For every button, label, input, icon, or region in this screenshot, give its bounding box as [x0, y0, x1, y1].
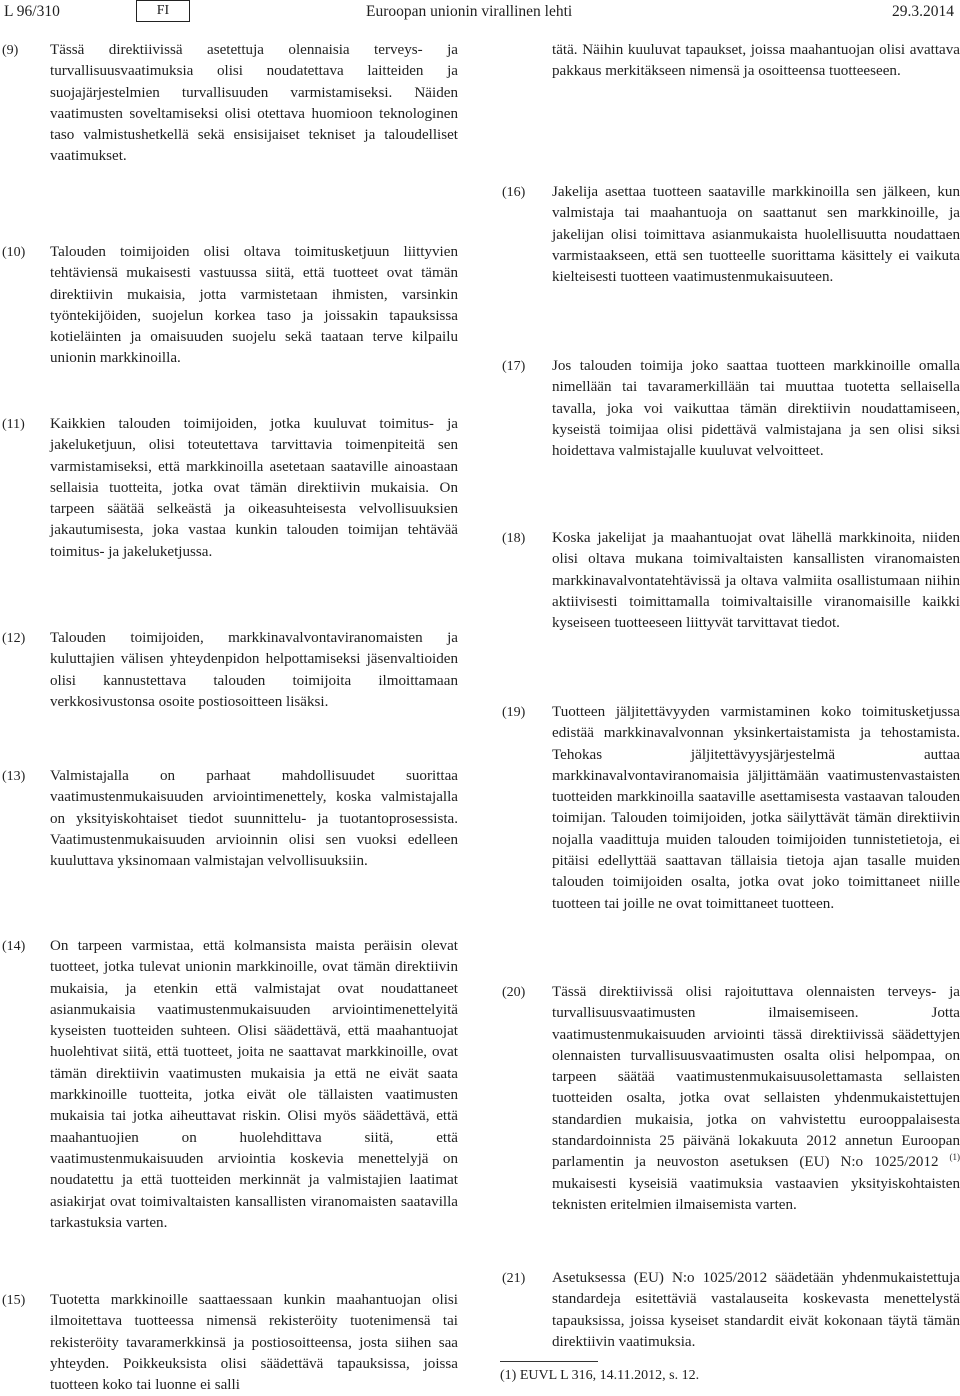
- recital-text: tätä. Näihin kuuluvat tapaukset, joissa maahantuojan olisi avattava pakkaus merkitäkseen nimensä ja osoitteensa tuotteeseen.: [552, 40, 960, 83]
- recital-number: (11): [2, 414, 25, 435]
- recital-number: (10): [2, 242, 25, 263]
- recital-text: [552, 982, 960, 1216]
- recital-text: Tässä direktiivissä asetettuja olennaisia terveys- ja turvallisuusvaatimuksia olisi noudatettava laitteiden ja suojajärjestelmien turvallisuuden varmistamiseksi. Näiden vaatimusten soveltamiseksi olisi otettava huomioon teknologinen taso valmistushetkellä sekä ensisijaiset tekniset ja taloudelliset vaatimukset.: [50, 40, 458, 168]
- recital-text-part: Tässä direktiivissä olisi rajoituttava olennaisten terveys- ja turvallisuusvaatimusten ilmaisemiseen. Jotta vaatimustenmukaisuuden arviointi tässä direktiivissä säädettyjen olennaisten turvallisuusvaatimusten osalta olisi helpompaa, on tarpeen säätää vaatimustenmukaisuusolettamasta sellaisten tuotteiden osalta, jotka ovat sellaisten yhdenmukaistettujen standardien mukaisia, jotka on vahvistettu eurooppalaisesta standardoinnista 25 päivänä lokakuuta 2012 annetun Euroopan parlamentin ja neuvoston asetuksen (EU) N:o 1025/2012: [552, 984, 960, 1170]
- recital-text: Jos talouden toimija joko saattaa tuotteen markkinoille omalla nimellään tai tavaramerkillään tai muuttaa tuotetta sellaisella tavalla, joka voi vaikuttaa tämän direktiivin noudattamiseen, kyseistä toimijaa olisi pidettävä valmistajana ja sen olisi siksi hoidettava valmistajalle kuuluvat velvoitteet.: [552, 356, 960, 462]
- recital-11: [0, 414, 458, 563]
- recital-text-part: mukaisesti kyseisiä vaatimuksia vastaavien yksityiskohtaisten teknisten eritelmien ilmaisemista varten.: [552, 1176, 960, 1213]
- recital-15: [0, 1290, 458, 1396]
- language-code-box: FI: [136, 0, 190, 22]
- recital-10: [0, 242, 458, 370]
- publication-date: 29.3.2014: [892, 3, 954, 21]
- recital-number: (20): [502, 982, 525, 1003]
- footnote-divider: [500, 1361, 598, 1362]
- page-reference: L 96/310: [4, 3, 60, 21]
- recital-text: Tuotetta markkinoille saattaessaan kunkin maahantuojan olisi ilmoitettava tuotteessa nimensä rekisteröity tuotenimensä tai rekisteröity tavaramerkkinsä ja postiosoitteensa, josta siihen saa yhteyden. Poikkeuksista olisi säädettävä tapauksissa, joissa tuotteen koko tai luonne ei salli: [50, 1290, 458, 1396]
- recital-number: (21): [502, 1268, 525, 1289]
- recital-number: (17): [502, 356, 525, 377]
- recital-13: [0, 766, 458, 872]
- recital-text: Jakelija asettaa tuotteen saataville markkinoilla sen jälkeen, kun valmistaja tai maahantuoja on saattanut sen markkinoille, ja jakelijan olisi toimittava asianmukaista huolellisuutta noudattaen varmistaakseen, että sen tuotteelle suorittama käsittely ei vaikuta kielteisesti tuotteen vaatimustenmukaisuuteen.: [552, 182, 960, 288]
- footnote-reference[interactable]: (1): [950, 1152, 960, 1162]
- recital-18: [498, 528, 960, 634]
- recital-14: [0, 936, 458, 1234]
- recital-text: Koska jakelijat ja maahantuojat ovat lähellä markkinoita, niiden olisi oltava mukana toimivaltaisten kansallisten viranomaisten markkinavalvontatehtävissä ja oltava valmiita osallistumaan niihin aktiivisesti toimittamalla toimivaltaisille viranomaisille kaikki kyseiseen tuotteeseen liittyvät tarvittavat tiedot.: [552, 528, 960, 634]
- recital-number: (18): [502, 528, 525, 549]
- journal-title: Euroopan unionin virallinen lehti: [366, 3, 572, 21]
- recital-15-continued: [498, 40, 960, 83]
- recital-number: (16): [502, 182, 525, 203]
- recital-text: Asetuksessa (EU) N:o 1025/2012 säädetään yhdenmukaistettuja standardeja esitettäviä vastalauseita koskevasta menettelystä tapauksissa, joissa kyseiset standardit eivät kokonaan täytä tämän direktiivin vaatimuksia.: [552, 1268, 960, 1353]
- recital-number: (19): [502, 702, 525, 723]
- recital-number: (12): [2, 628, 25, 649]
- recital-20: [498, 982, 960, 1216]
- recital-19: [498, 702, 960, 915]
- recital-9: [0, 40, 458, 168]
- recital-text: Kaikkien talouden toimijoiden, jotka kuuluvat toimitus- ja jakeluketjuun, olisi toteutettava tarvittavia toimenpiteitä sen varmistamiseksi, että markkinoilla asetetaan saataville ainoastaan sellaisia tuotteita, jotka ovat tämän direktiivin mukaisia. On tarpeen säätää selkeästä ja oikeasuhteisesta velvollisuuksien jakautumisesta, joka vastaa kunkin talouden toimijan tehtävää toimitus- ja jakeluketjussa.: [50, 414, 458, 563]
- recital-text: Valmistajalla on parhaat mahdollisuudet suorittaa vaatimustenmukaisuuden arviointimenettely, koska valmistajalla on yksityiskohtaiset tiedot suunnittelu- ja tuotantoprosessista. Vaatimustenmukaisuuden arvioinnin olisi sen vuoksi edelleen kuuluttava yksinomaan valmistajan velvollisuuksiin.: [50, 766, 458, 872]
- recital-number: (9): [2, 40, 18, 61]
- recital-17: [498, 356, 960, 462]
- footnote: [500, 1368, 699, 1384]
- recital-number: (15): [2, 1290, 25, 1311]
- recital-text: On tarpeen varmistaa, että kolmansista maista peräisin olevat tuotteet, jotka tulevat unionin markkinoille, ovat tämän direktiivin mukaisia, ja etenkin että valmistajat ovat noudattaneet asianmukaisia vaatimustenmukaisuuden arviointimenettelyitä kyseisten tuotteiden suhteen. Olisi säädettävä, että maahantuojat huolehtivat siitä, että tuotteet, joita ne saattavat markkinoille, ovat tämän direktiivin vaatimusten mukaisia ja että ne eivät saata markkinoille tuotteita, jotka eivät ole tällaisten vaatimusten mukaisia tai jotka aiheuttavat riskin. Olisi myös säädettävä, että maahantuojien on huolehdittava siitä, että vaatimustenmukaisuuden arviointia koskevia menettelyjä on noudatettu ja että tuotteiden merkinnät ja valmistajien laatimat asiakirjat ovat toimivaltaisten kansallisten viranomaisten saatavilla tarkastuksia varten.: [50, 936, 458, 1234]
- recital-text: Talouden toimijoiden, markkinavalvontaviranomaisten ja kuluttajien välisen yhteydenpidon helpottamiseksi jäsenvaltioiden olisi kannustettava talouden toimijoita ilmoittamaan verkkosivustonsa osoite postiosoitteen lisäksi.: [50, 628, 458, 713]
- recital-text: Tuotteen jäljitettävyyden varmistaminen koko toimitusketjussa edistää markkinavalvonnan yksinkertaistamista ja tehostamista. Tehokas jäljitettävyysjärjestelmä auttaa markkinavalvontaviranomaisia jäljittämään vaatimustenvastaisten tuotteiden markkinoilla saataville asettamisesta vastaavan talouden toimijan. Talouden toimijoiden, jotka säilyttävät tämän direktiivin nojalla vaadittuja muiden talouden toimijoiden tunnistetietoja, ei pitäisi edellyttää saattavan tällaisia tietoja ajan tasalle muiden talouden toimijoiden osalta, jotka ovat joko toimittaneet niille tuotteen tai joille ne ovat toimittaneet tuotteen.: [552, 702, 960, 915]
- footnote-mark: (1): [500, 1368, 516, 1383]
- recital-21: [498, 1268, 960, 1353]
- page-header: [0, 0, 960, 26]
- footnote-text: EUVL L 316, 14.11.2012, s. 12.: [520, 1368, 699, 1383]
- recital-number: (14): [2, 936, 25, 957]
- recital-number: (13): [2, 766, 25, 787]
- recital-text: Talouden toimijoiden olisi oltava toimitusketjuun liittyvien tehtäviensä mukaisesti vastuussa siitä, että tuotteet ovat tämän direktiivin mukaisia, jotta varmistetaan ihmisten, varsinkin työntekijöiden, suojelun korkea taso ja joissakin tapauksissa kotieläinten ja omaisuuden suojelu sekä taataan terve kilpailu unionin markkinoilla.: [50, 242, 458, 370]
- recital-16: [498, 182, 960, 288]
- recital-12: [0, 628, 458, 713]
